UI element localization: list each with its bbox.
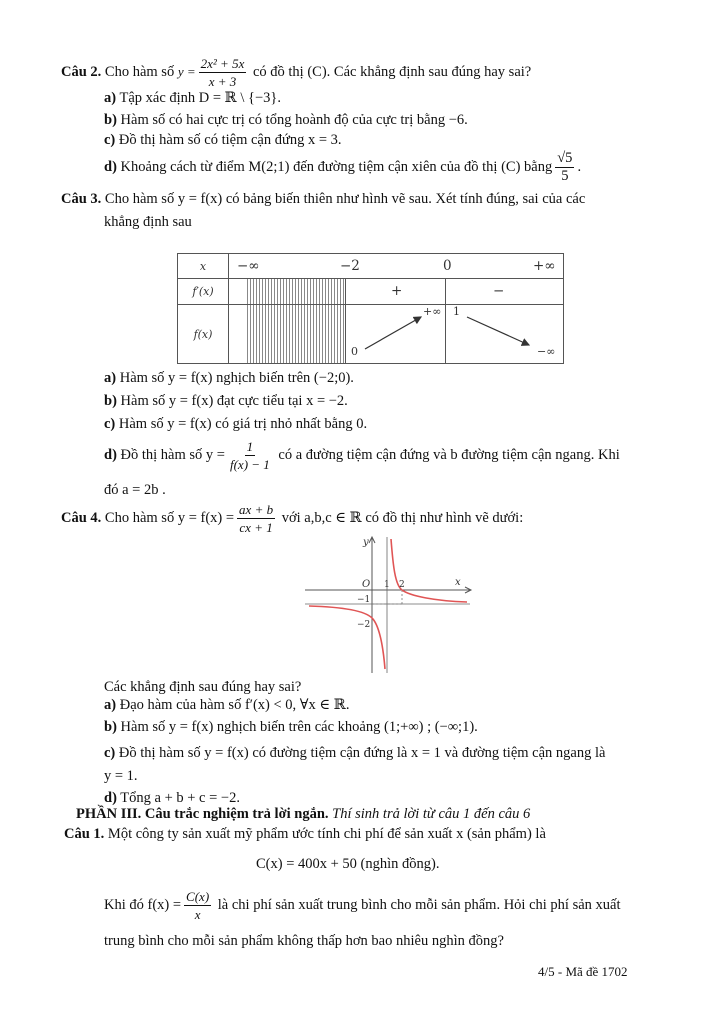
- q2-d-fraction: [555, 151, 574, 184]
- graph-tick-2: 2: [399, 580, 405, 590]
- q3-d-text-pre: Đồ thị hàm số y =: [120, 446, 225, 463]
- q4-c-label: c): [104, 745, 116, 761]
- q4-item-c: [104, 745, 605, 762]
- q4-fraction: [237, 502, 275, 535]
- p3-q1-stem: [64, 826, 546, 843]
- vt-row-f: [178, 305, 564, 364]
- p3-q1-fraction: [184, 889, 211, 922]
- vt-fprime-values: [229, 279, 564, 305]
- q4-c-line2: y = 1.: [104, 768, 138, 784]
- q3-label: Câu 3.: [61, 191, 102, 207]
- q2-stem: [61, 55, 531, 89]
- q2-frac-den: x + 3: [208, 73, 237, 89]
- q2-intro: Cho hàm số: [104, 63, 175, 80]
- vt-fprime-label: f′(x): [178, 279, 229, 305]
- part3-heading: [76, 806, 530, 823]
- vt-divider-1: [345, 279, 346, 304]
- q4-item-d: [104, 790, 240, 807]
- vt-divider-2: [445, 279, 446, 304]
- q2-a-label: a): [104, 90, 117, 106]
- graph-tick-minus1: −1: [357, 595, 371, 605]
- vt-x-minus2: −2: [340, 258, 360, 274]
- q4-item-a: [104, 697, 349, 714]
- q2-b-text: Hàm số có hai cực trị có tổng hoành độ của cực trị bằng −6.: [120, 112, 468, 128]
- q4-intro-post: với a,b,c ∈ ℝ có đồ thị như hình vẽ dưới:: [281, 509, 524, 526]
- q3-item-a: [104, 370, 354, 387]
- vt-f-plus-inf: +∞: [423, 305, 442, 318]
- graph-x-label: x: [455, 577, 461, 588]
- q4-a-label: a): [104, 697, 117, 713]
- graph-tick-minus2: −2: [357, 620, 371, 630]
- p3-q1-den: x: [194, 906, 201, 922]
- vt-arrows: [229, 305, 563, 363]
- q2-d-num: √5: [557, 149, 573, 166]
- p3-q1-definition: [104, 884, 621, 926]
- part3-heading-italic: Thí sinh trả lời từ câu 1 đến câu 6: [332, 806, 531, 822]
- q3-item-b: [104, 393, 348, 410]
- q3-b-label: b): [104, 393, 117, 409]
- q4-c-text: Đồ thị hàm số y = f(x) có đường tiệm cận đứng là x = 1 và đường tiệm cận ngang là: [118, 745, 606, 761]
- q3-c-text: Hàm số y = f(x) có giá trị nhỏ nhất bằng 0.: [118, 416, 368, 432]
- vt-row-fprime: [178, 279, 564, 305]
- q4-d-label: d): [104, 790, 117, 806]
- q2-fraction: [199, 56, 247, 89]
- vt-sign-minus: −: [493, 283, 505, 299]
- p3-q1-pre: Khi đó f(x) =: [104, 896, 182, 913]
- vt-arrow-down: [467, 317, 529, 345]
- q4-prompt: Các khẳng định sau đúng hay sai?: [104, 679, 302, 695]
- vt-x-neg-inf: −∞: [237, 258, 260, 274]
- q3-a-text: Hàm số y = f(x) nghịch biến trên (−2;0).: [119, 370, 354, 386]
- q2-func-lhs: y =: [177, 64, 196, 79]
- vt-x-label: x: [178, 254, 229, 279]
- q4-b-text: Hàm số y = f(x) nghịch biến trên các khoảng (1;+∞) ; (−∞;1).: [120, 719, 478, 735]
- q3-a-label: a): [104, 370, 117, 386]
- q4-stem: [61, 499, 523, 537]
- p3-q1-num: C(x): [186, 888, 210, 904]
- q3-d-text-post: có a đường tiệm cận đứng và b đường tiệm cận ngang. Khi: [278, 446, 620, 463]
- q3-item-d: [104, 436, 620, 474]
- q2-label: Câu 2.: [61, 63, 102, 80]
- p3-q1-line2: trung bình cho mỗi sản phẩm không thấp hơn bao nhiêu nghìn đồng?: [104, 933, 504, 949]
- q4-graph: [305, 535, 475, 675]
- variation-table: [177, 253, 564, 364]
- q3-d-line2: đó a = 2b .: [104, 482, 166, 498]
- vt-sign-plus: +: [391, 283, 403, 299]
- q4-d-text: Tổng a + b + c = −2.: [120, 790, 240, 806]
- q2-item-b: [104, 112, 468, 129]
- vt-hatch-fprime: [247, 279, 345, 304]
- q3-c-label: c): [104, 416, 116, 432]
- q2-c-label: c): [104, 132, 116, 148]
- graph-curve-right: [391, 539, 467, 602]
- vt-f-zero: 0: [351, 345, 358, 358]
- q2-item-c: [104, 132, 342, 149]
- vt-x-pos-inf: +∞: [533, 258, 556, 274]
- p3-q1-label: Câu 1.: [64, 826, 105, 842]
- vt-x-values: [229, 254, 564, 279]
- q4-item-b: [104, 719, 478, 736]
- q3-intro: Cho hàm số y = f(x) có bảng biến thiên như hình vẽ sau. Xét tính đúng, sai của các: [104, 191, 586, 207]
- q3-item-c: [104, 416, 367, 433]
- q4-frac-den: cx + 1: [239, 519, 273, 535]
- part3-heading-bold: PHẦN III. Câu trắc nghiệm trả lời ngắn.: [76, 806, 329, 822]
- q2-d-end: .: [577, 158, 582, 175]
- q4-a-text: Đạo hàm của hàm số f′(x) < 0, ∀x ∈ ℝ.: [119, 697, 350, 713]
- p3-q1-text: Một công ty sản xuất mỹ phẩm ước tính chi phí để sản xuất x (sản phẩm) là: [107, 826, 546, 842]
- q2-d-label: d): [104, 158, 117, 175]
- graph-curve-left: [309, 606, 385, 669]
- q2-item-a: [104, 90, 281, 107]
- q3-d-label: d): [104, 446, 117, 463]
- q3-b-text: Hàm số y = f(x) đạt cực tiểu tại x = −2.: [120, 393, 348, 409]
- q4-intro-pre: Cho hàm số y = f(x) =: [104, 509, 235, 526]
- vt-f-neg-inf: −∞: [537, 345, 556, 358]
- q3-d-num: 1: [246, 438, 254, 454]
- graph-origin-label: O: [362, 579, 371, 590]
- q2-intro-rest: có đồ thị (C). Các khẳng định sau đúng hay sai?: [252, 63, 532, 80]
- q3-stem: [61, 191, 585, 208]
- p3-q1-post: là chi phí sản xuất trung bình cho mỗi sản phẩm. Hỏi chi phí sản xuất: [217, 896, 621, 913]
- vt-arrow-up: [365, 317, 421, 349]
- graph-tick-1: 1: [384, 580, 390, 590]
- q2-frac-num: 2x² + 5x: [200, 55, 245, 71]
- q2-c-text: Đồ thị hàm số có tiệm cận đứng x = 3.: [118, 132, 342, 148]
- p3-q1-formula: C(x) = 400x + 50 (nghìn đồng).: [256, 856, 440, 872]
- page-footer: 4/5 - Mã đề 1702: [538, 964, 628, 979]
- q3-d-den: f(x) − 1: [229, 456, 270, 472]
- q4-b-label: b): [104, 719, 117, 735]
- vt-f-one: 1: [453, 305, 460, 318]
- vt-f-values: [229, 305, 564, 364]
- vt-row-x: [178, 254, 564, 279]
- q2-d-den: 5: [561, 167, 569, 184]
- q4-frac-num: ax + b: [239, 501, 274, 517]
- graph-y-label: y: [363, 537, 369, 548]
- q2-b-label: b): [104, 112, 117, 128]
- q3-d-fraction: [228, 439, 272, 472]
- q4-label: Câu 4.: [61, 509, 102, 526]
- q2-item-d: [104, 149, 581, 185]
- vt-x-zero: 0: [443, 258, 452, 274]
- vt-f-label: f(x): [178, 305, 229, 364]
- q3-intro-line2: khẳng định sau: [104, 214, 192, 230]
- q2-a-text: Tập xác định D = ℝ \ {−3}.: [119, 90, 281, 106]
- q2-d-text: Khoảng cách từ điểm M(2;1) đến đường tiệm cận xiên của đồ thị (C) bằng: [120, 158, 553, 175]
